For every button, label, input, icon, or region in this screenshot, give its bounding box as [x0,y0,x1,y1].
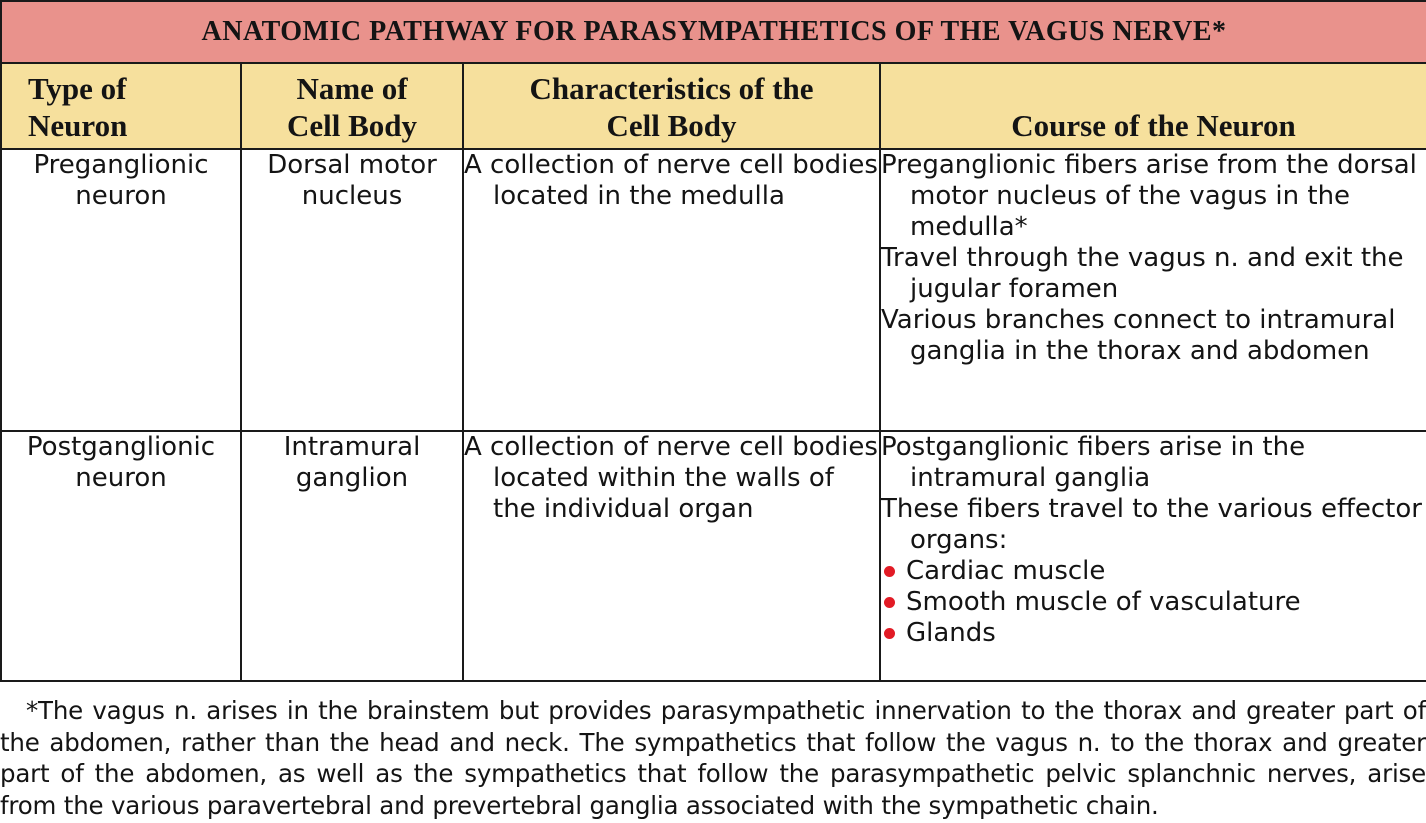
cell-characteristics-1 [463,149,880,431]
cell-course-2 [880,431,1426,681]
header-line: Name of [296,71,408,106]
bullet-text: Cardiac muscle [906,556,1106,586]
bullet-item [881,618,1426,649]
bullet-dot-icon [884,628,895,639]
col-header-type-of-neuron [1,63,241,149]
header-row [1,63,1426,149]
course-item: Preganglionic fibers arise from the dorsal motor nucleus of the vagus in the medulla* [881,150,1417,242]
header-line: Neuron [28,108,128,143]
cell-body-dorsal-motor [241,149,463,431]
table-row [1,149,1426,431]
cell-line: Postganglionic [26,432,216,462]
bullet-text: Glands [906,618,996,648]
table-title: ANATOMIC PATHWAY FOR PARASYMPATHETICS OF THE VAGUS NERVE* [1,1,1426,63]
characteristics-text: A collection of nerve cell bodies located in the medulla [464,150,878,211]
course-item: These fibers travel to the various effector organs: [881,494,1422,555]
bullet-dot-icon [884,597,895,608]
cell-characteristics-2 [463,431,880,681]
bullet-text: Smooth muscle of vasculature [906,587,1301,617]
header-line: Characteristics of the [529,71,814,106]
footnote: *The vagus n. arises in the brainstem but provides parasympathetic innervation to the thorax and greater part of the abdomen, rather than the head and neck. The sympathetics that follow the vagus n. to the thorax and greater part of the abdomen, as well as the sympathetics that follow the parasympathetic pelvic splanchnic nerves, arise from the various paravertebral and prevertebral ganglia associated with the sympathetic chain. [0,696,1426,820]
cell-line: neuron [75,463,167,493]
col-header-name-of-cell-body [241,63,463,149]
cell-line: nucleus [301,181,403,211]
cell-body-intramural [241,431,463,681]
col-header-course [880,63,1426,149]
bullet-item [881,556,1426,587]
cell-line: Preganglionic [33,150,209,180]
course-item: Various branches connect to intramural ganglia in the thorax and abdomen [881,305,1396,366]
cell-line: Intramural [283,432,421,462]
cell-line: ganglion [295,463,409,493]
cell-type-preganglionic [1,149,241,431]
title-row [1,1,1426,63]
course-item: Postganglionic fibers arise in the intramural ganglia [881,432,1306,493]
header-line: Type of [28,71,127,106]
course-item: Travel through the vagus n. and exit the jugular foramen [881,243,1404,304]
table-row [1,431,1426,681]
cell-course-1 [880,149,1426,431]
cell-line: neuron [75,181,167,211]
header-line: Cell Body [606,108,737,143]
header-line: Cell Body [286,108,418,143]
characteristics-text: A collection of nerve cell bodies located within the walls of the individual organ [464,432,878,524]
bullet-item [881,587,1426,618]
header-line: Course of the Neuron [1011,108,1296,143]
cell-type-postganglionic [1,431,241,681]
col-header-characteristics [463,63,880,149]
cell-line: Dorsal motor [267,150,437,180]
bullet-dot-icon [884,566,895,577]
